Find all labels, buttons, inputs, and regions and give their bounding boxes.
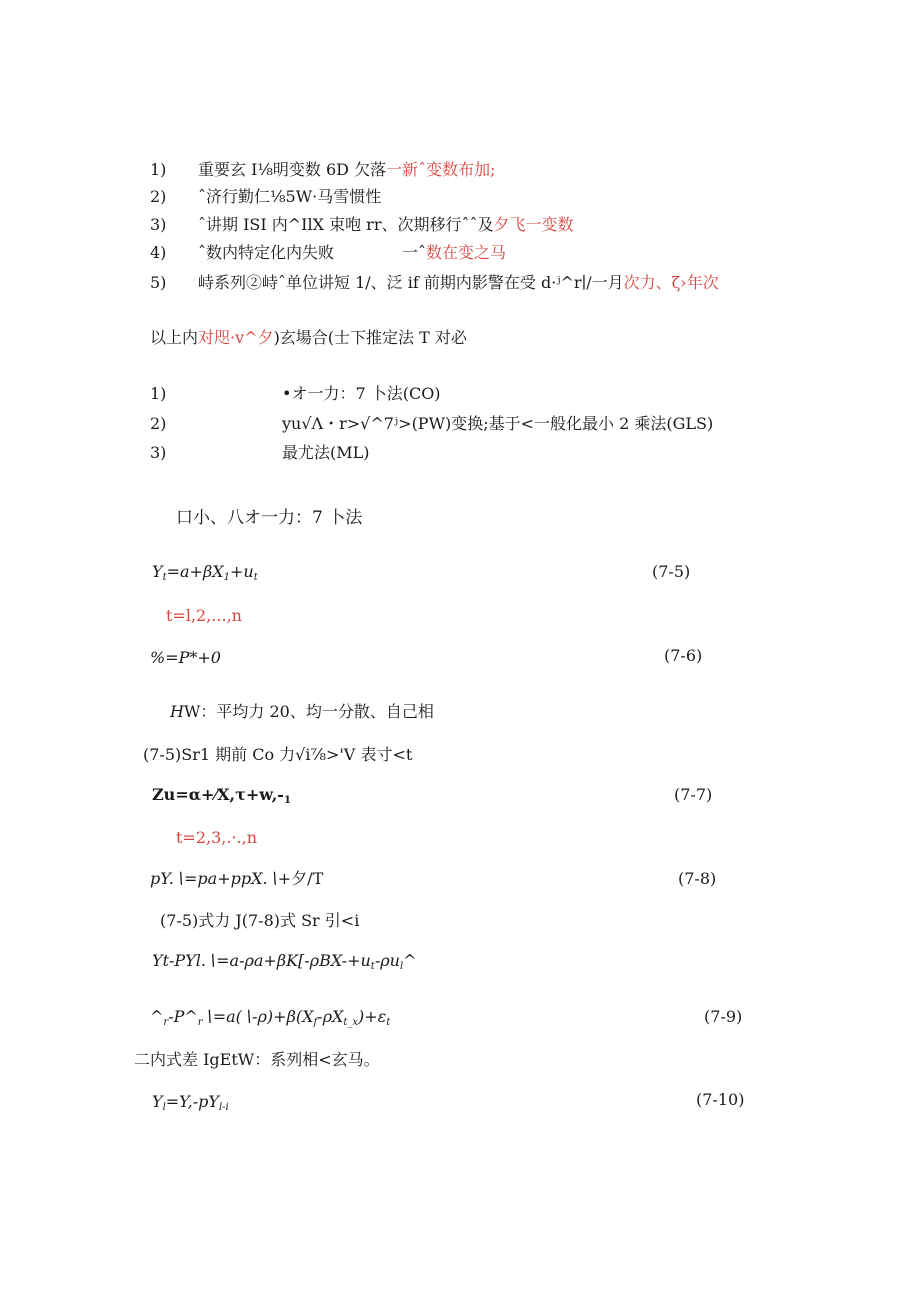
list1-num-3: 3) xyxy=(150,215,167,234)
list1-item-2 xyxy=(198,187,381,207)
eq-diff-pre: Yt-PYl.∖=a-ρa+βK[-ρBX-+u xyxy=(152,951,371,970)
list1-item-4 xyxy=(198,243,334,263)
eq-7-9-d: -ρX xyxy=(317,1007,344,1026)
list1-item-4-red: 数在变之马 xyxy=(426,243,507,262)
eq-7-10-y: Y xyxy=(152,1092,163,1111)
eq-7-7-sub: 1 xyxy=(283,795,291,806)
intro-line xyxy=(150,328,467,348)
list1-item-4-tail xyxy=(402,243,506,263)
section-title: 口小、八オ一力：7 卜法 xyxy=(176,508,363,528)
eq-7-10-ysub: l xyxy=(162,1102,166,1113)
list1-item-3 xyxy=(198,215,574,235)
eq-7-5-tail: +u xyxy=(229,562,254,581)
eq-7-10-body: =Y,-pY xyxy=(165,1092,219,1111)
equation-7-9 xyxy=(150,1007,390,1033)
eq-diff-sub1: t xyxy=(370,961,375,972)
hw-line xyxy=(170,702,434,722)
list1-num-2: 2) xyxy=(150,187,167,206)
eq-7-8-rest: 夕/T xyxy=(291,869,324,888)
equation-number-7-5: (7-5) xyxy=(652,562,691,581)
list1-num-5: 5) xyxy=(150,273,167,292)
list2-num-1: 1) xyxy=(150,384,167,403)
list1-item-4-mid: 一ˆ xyxy=(402,243,427,262)
list1-item-1-red: 一新ˆ变数布加; xyxy=(386,160,496,179)
list1-item-5-red: 次力、ζ›年次 xyxy=(623,273,719,292)
note-7-5: (7-5)Sr1 期前 Co 力√i⅞>'V 表寸<t xyxy=(143,745,413,764)
eq-diff-sub2: l xyxy=(399,961,404,972)
eq-7-5-xsub: 1 xyxy=(223,572,230,583)
list1-item-5-text: 峙系列②峙ˆ单位讲短 1/、泛 if 前期内影警在受 d·ʲ^r∣∕一月 xyxy=(198,273,624,292)
note-7-9: 二内式差 IgEtW：系列相<玄马。 xyxy=(134,1050,380,1069)
list1-item-1 xyxy=(198,160,496,180)
eq-7-8-italic: pY.∖=pa+ppX.∖+ xyxy=(150,869,292,888)
eq-7-9-dsub: t_x xyxy=(343,1017,359,1028)
equation-7-10 xyxy=(152,1092,229,1118)
hw-rest: W：平均力 20、均一分散、自己相 xyxy=(183,702,434,721)
note-7-8: (7-5)式力 J(7-8)式 Sr 引<i xyxy=(160,911,360,930)
list2-item-3: 最尤法(ML) xyxy=(282,443,370,462)
list1-num-1: 1) xyxy=(150,160,167,179)
equation-7-5 xyxy=(152,562,258,588)
eq-diff-post: ^ xyxy=(403,951,417,970)
eq-7-10-subr: l-i xyxy=(218,1102,229,1113)
eq-7-7-text: Zu=α+⁄X,τ+w,- xyxy=(152,785,284,804)
list1-item-4-text: ˆ数内特定化内失败 xyxy=(198,243,335,262)
eq-7-5-y: Y xyxy=(152,562,163,581)
equation-difference xyxy=(152,951,417,977)
intro-pre: 以上内 xyxy=(150,328,199,347)
t-range-2: t=2,3,.·.,n xyxy=(176,828,258,847)
equation-number-7-8: (7-8) xyxy=(678,869,717,888)
list2-num-3: 3) xyxy=(150,443,167,462)
intro-post: )玄場合(士下推定法 T 对必 xyxy=(273,328,467,347)
eq-diff-mid: -ρu xyxy=(374,951,400,970)
equation-number-7-10: (7-10) xyxy=(696,1090,745,1109)
equation-number-7-9: (7-9) xyxy=(704,1007,743,1026)
list2-num-2: 2) xyxy=(150,414,167,433)
eq-7-9-csub: f xyxy=(313,1017,318,1028)
eq-7-9-c: ∖=a(∖-ρ)+β(X xyxy=(202,1007,314,1026)
list1-item-3-text: ˆ讲期 ISI 内^IlX 束咆 rr、次期移行ˆˆ及 xyxy=(198,215,494,234)
equation-number-7-7: (7-7) xyxy=(674,785,713,804)
list1-num-4: 4) xyxy=(150,243,167,262)
eq-7-5-ysub: t xyxy=(162,572,167,583)
equation-number-7-6: (7-6) xyxy=(664,646,703,665)
equation-7-6: %=P*+0 xyxy=(150,648,221,667)
eq-7-9-bsub: r xyxy=(197,1017,203,1028)
list2-item-1: •オ一力：7 卜法(CO) xyxy=(282,384,441,403)
list1-item-1-text: 重要玄 I⅛明变数 6D 欠落 xyxy=(198,160,387,179)
list2-item-2: yu√Λ・r>√^7ʲ>(PW)变换;基于<一般化最小 2 乘法(GLS) xyxy=(282,414,714,433)
eq-7-9-asub: r xyxy=(163,1017,169,1028)
list1-item-2-text: ˆ济行勤仁⅛5W·马雪惯性 xyxy=(198,187,382,206)
eq-7-5-body: =a+βX xyxy=(166,562,224,581)
eq-7-5-usub: t xyxy=(253,572,258,583)
hw-italic: H xyxy=(170,702,184,721)
t-range-1: t=l,2,...,n xyxy=(166,606,242,625)
eq-7-9-esub: t xyxy=(386,1017,391,1028)
list1-item-3-red: 夕飞一变数 xyxy=(493,215,574,234)
eq-7-9-b: -P^ xyxy=(168,1007,198,1026)
equation-7-7 xyxy=(152,785,291,811)
eq-7-9-a: ^ xyxy=(150,1007,164,1026)
intro-red: 对咫·v^夕 xyxy=(198,328,274,347)
eq-7-9-e: )+ε xyxy=(358,1007,387,1026)
equation-7-8 xyxy=(150,869,323,889)
list1-item-5 xyxy=(198,273,719,293)
